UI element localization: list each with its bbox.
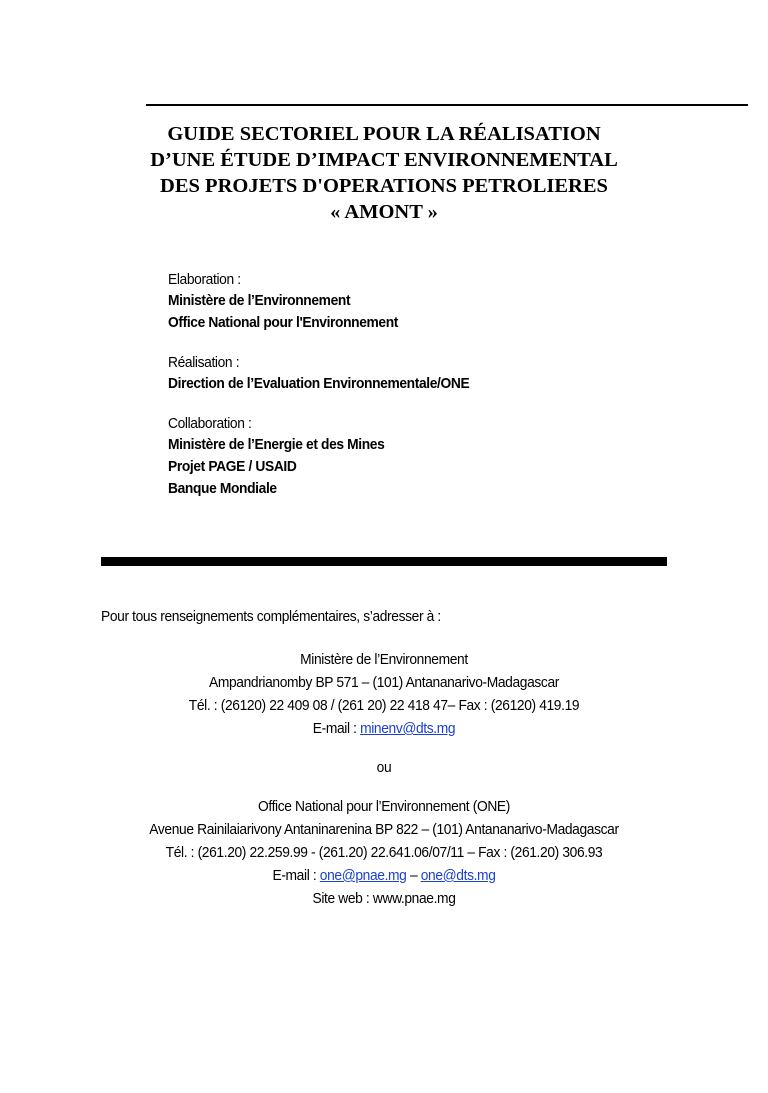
one-address: Avenue Rainilaiarivony Antaninarenina BP 822 – (101) Antananarivo-Madagascar: [149, 821, 619, 838]
one-name: Office National pour l’Environnement (ONE): [258, 798, 510, 815]
title-line-2: D’UNE ÉTUDE D’IMPACT ENVIRONNEMENTAL: [150, 149, 618, 171]
elaboration-item: Ministère de l’Environnement: [168, 292, 351, 309]
ministry-email-line: [123, 717, 646, 740]
one-email-link-1[interactable]: one@pnae.mg: [319, 867, 407, 884]
contact-intro: Pour tous renseignements complémentaires, s’adresser à :: [101, 608, 441, 625]
section-divider: [101, 557, 667, 566]
one-email-link-2[interactable]: one@dts.mg: [420, 867, 496, 884]
realisation-item: Direction de l’Evaluation Environnementale/ONE: [168, 375, 470, 392]
ministry-phone: Tél. : (26120) 22 409 08 / (261 20) 22 418 47– Fax : (26120) 419.19: [188, 697, 580, 714]
ministry-contact: [100, 648, 668, 740]
title-line-3: DES PROJETS D'OPERATIONS PETROLIERES: [160, 175, 608, 197]
one-contact: [100, 795, 668, 910]
credits-elaboration: [168, 269, 646, 334]
elaboration-label: Elaboration :: [168, 271, 241, 288]
email-label: E-mail :: [312, 720, 361, 737]
elaboration-item: Office National pour l'Environnement: [168, 314, 399, 331]
or-text: ou: [376, 759, 392, 776]
collaboration-label: Collaboration :: [168, 415, 252, 432]
email-separator: –: [406, 867, 421, 884]
document-title: [100, 121, 668, 225]
ministry-name: Ministère de l’Environnement: [300, 651, 468, 668]
collaboration-item: Projet PAGE / USAID: [168, 458, 297, 475]
or-separator: [100, 756, 668, 779]
one-website: Site web : www.pnae.mg: [312, 890, 456, 907]
realisation-label: Réalisation :: [168, 354, 240, 371]
ministry-email-link[interactable]: minenv@dts.mg: [360, 720, 456, 737]
top-rule: [146, 104, 748, 106]
collaboration-item: Banque Mondiale: [168, 480, 277, 497]
credits: [168, 269, 646, 518]
one-email-line: [123, 864, 646, 887]
title-line-1: GUIDE SECTORIEL POUR LA RÉALISATION: [167, 123, 601, 145]
collaboration-item: Ministère de l’Energie et des Mines: [168, 436, 385, 453]
ministry-address: Ampandrianomby BP 571 – (101) Antananarivo-Madagascar: [208, 674, 560, 691]
title-line-4: « AMONT »: [330, 201, 438, 223]
credits-realisation: [168, 352, 646, 395]
email-label: E-mail :: [272, 867, 320, 884]
contact-intro-block: [101, 606, 681, 628]
one-phone: Tél. : (261.20) 22.259.99 - (261.20) 22.641.06/07/11 – Fax : (261.20) 306.93: [165, 844, 603, 861]
credits-collaboration: [168, 413, 646, 500]
